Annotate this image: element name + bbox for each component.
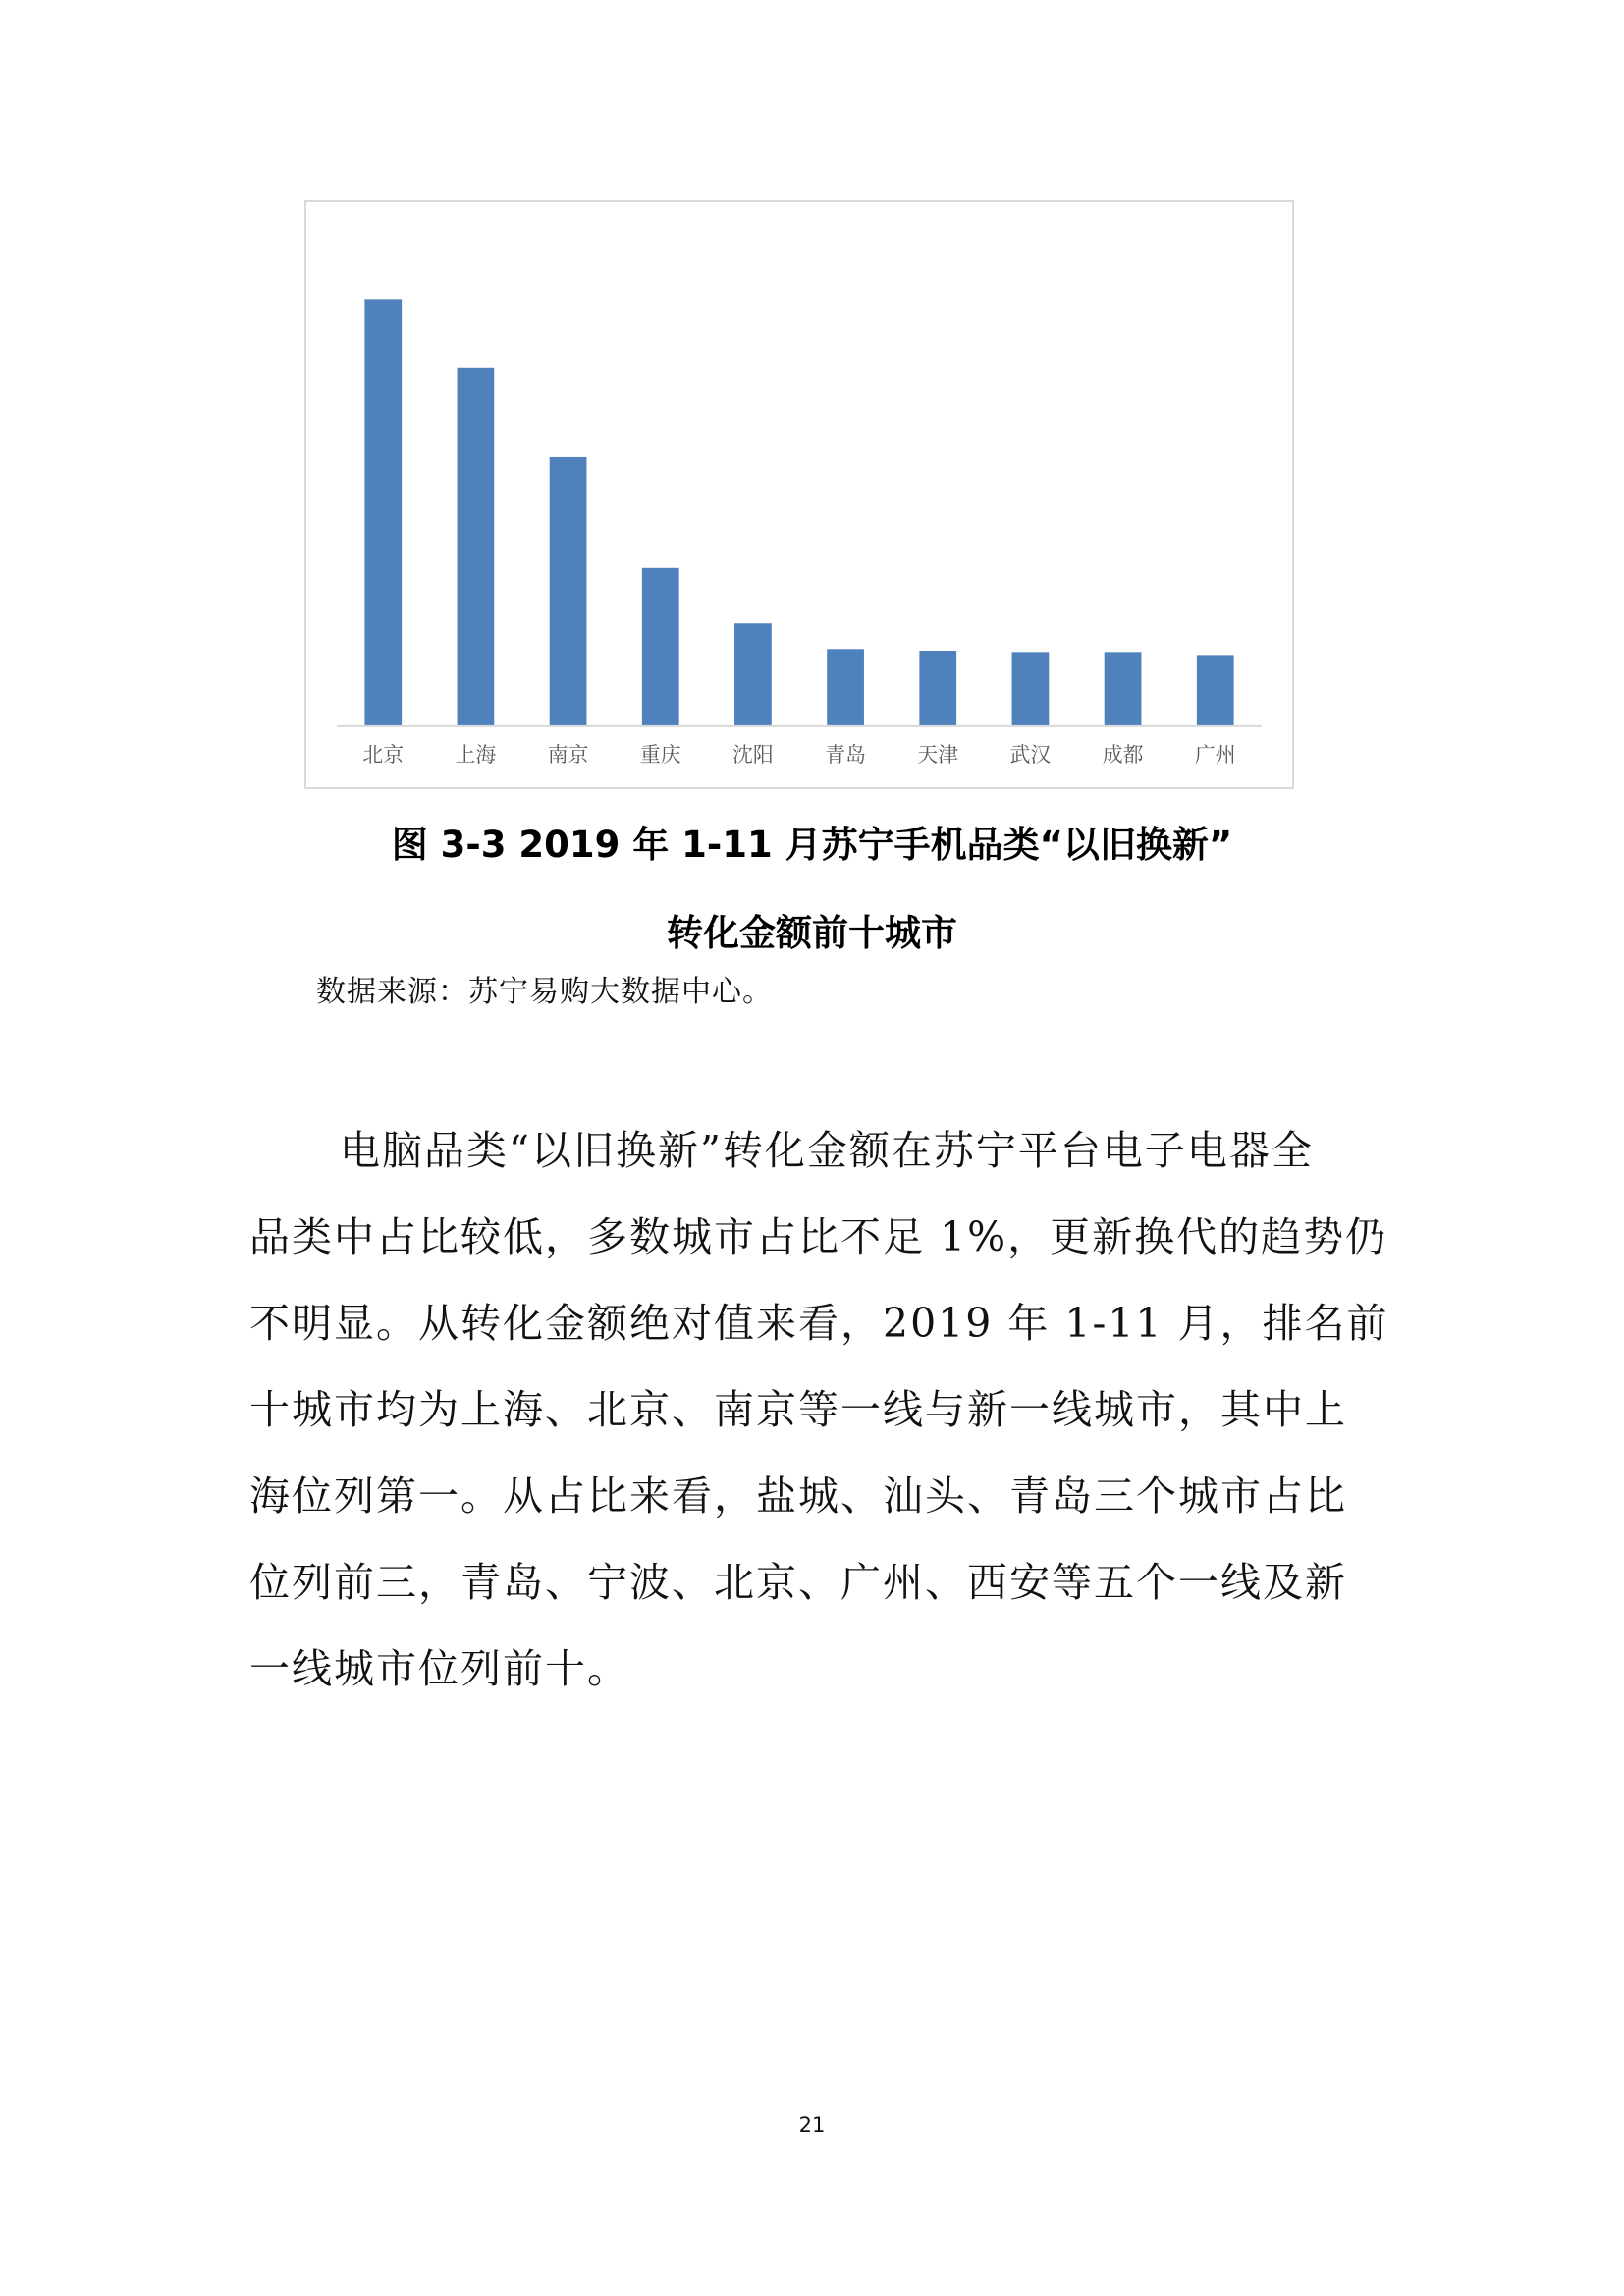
paragraph-line: 位列前三，青岛、宁波、北京、广州、西安等五个一线及新 [249,1559,1347,1606]
x-tick-label: 上海 [455,743,497,768]
bar-上海 [458,368,495,726]
x-tick-label: 南京 [547,743,589,768]
x-tick-label: 天津 [917,743,959,768]
paragraph-line: 海位列第一。从占比来看，盐城、汕头、青岛三个城市占比 [249,1472,1347,1520]
figure-caption-line-1: 图 3-3 2019 年 1-11 月苏宁手机品类“以旧换新” [391,824,1233,866]
paragraph-line: 电脑品类“以旧换新”转化金额在苏宁平台电子电器全 [340,1127,1314,1174]
x-tick-label: 广州 [1194,743,1236,768]
paragraph-line: 不明显。从转化金额绝对值来看，2019 年 1-11 月，排名前 [249,1300,1389,1347]
x-tick-label: 成都 [1102,743,1144,768]
bar-chart [304,200,1294,789]
x-tick-label: 沈阳 [732,743,774,768]
bar-南京 [550,457,587,725]
bar-天津 [919,651,956,725]
bar-武汉 [1012,652,1050,725]
bar-青岛 [827,649,864,725]
bar-北京 [364,299,402,725]
x-tick-label: 武汉 [1009,743,1052,768]
x-tick-label: 重庆 [639,743,681,768]
x-tick-label: 北京 [362,743,405,768]
bar-广州 [1197,655,1234,725]
paragraph-line: 十城市均为上海、北京、南京等一线与新一线城市，其中上 [249,1386,1347,1433]
x-tick-label: 青岛 [825,743,866,768]
chart-canvas [306,202,1292,787]
paragraph-line: 一线城市位列前十。 [249,1645,629,1692]
figure-caption-line-2: 转化金额前十城市 [667,912,957,954]
page-number: 21 [798,2113,826,2137]
body-paragraph [249,1107,1388,1712]
data-source-note: 数据来源：苏宁易购大数据中心。 [316,975,773,1009]
bar-成都 [1105,652,1142,725]
bar-沈阳 [734,623,772,725]
bar-重庆 [642,568,679,726]
paragraph-line: 品类中占比较低，多数城市占比不足 1%，更新换代的趋势仍 [249,1213,1388,1260]
